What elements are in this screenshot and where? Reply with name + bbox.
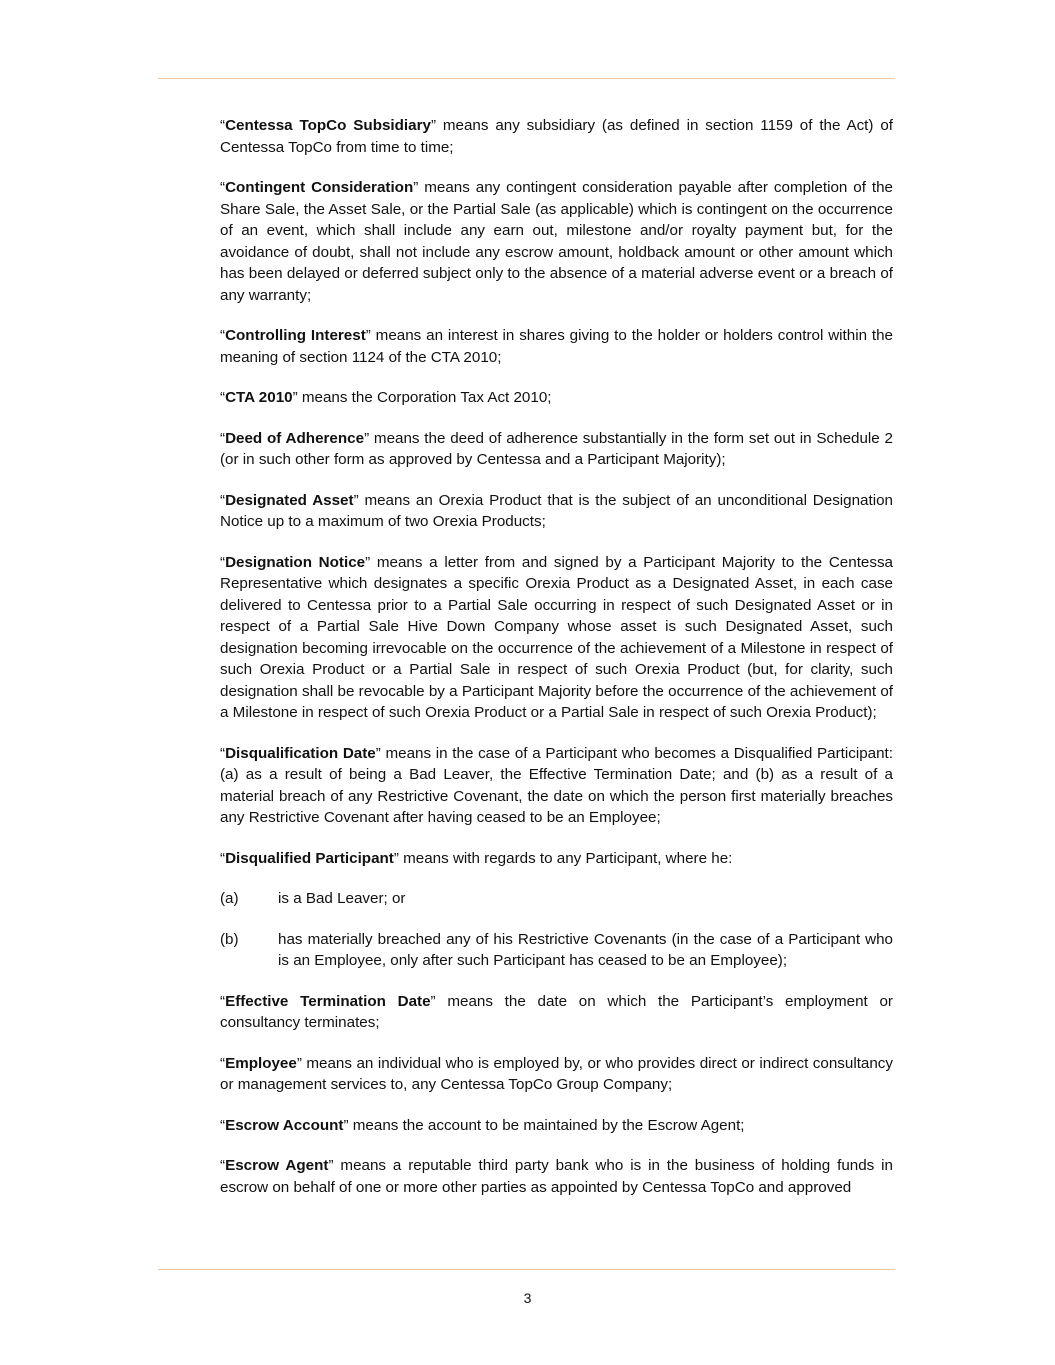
definition-text: means the account to be maintained by the Escrow Agent; — [348, 1116, 745, 1134]
definition-text: means an individual who is employed by, or who provides direct or indirect consultancy or management services to, any Centessa TopCo Group Company; — [220, 1054, 893, 1093]
defined-term: Employee — [225, 1054, 297, 1072]
defined-term: Controlling Interest — [225, 327, 366, 344]
definition-paragraph: “Effective Termination Date” means the date on which the Participant’s employment or consultancy terminates; — [220, 992, 893, 1031]
defined-term: Disqualified Participant — [225, 849, 394, 867]
defined-term: Effective Termination Date — [225, 992, 431, 1010]
defined-term: Escrow Account — [225, 1116, 344, 1134]
definition-text: means an interest in shares giving to the holder or holders control within the meaning of section 1124 of the CTA 2010; — [220, 327, 893, 366]
document-body — [220, 115, 893, 1217]
definition-paragraph: “Controlling Interest” means an interest in shares giving to the holder or holders control within the meaning of section 1124 of the CTA 2010; — [220, 327, 893, 366]
definition-paragraph: “CTA 2010” means the Corporation Tax Act 2010; — [220, 389, 552, 406]
definition-paragraph: “Disqualified Participant” means with regards to any Participant, where he: — [220, 849, 733, 867]
defined-term: Contingent Consideration — [225, 179, 414, 196]
defined-term: Centessa TopCo Subsidiary — [225, 117, 431, 134]
definition-text: means any subsidiary (as defined in section 1159 of the Act) of Centessa TopCo from time to time; — [220, 117, 893, 156]
definition-text: means the date on which the Participant’s employment or consultancy terminates; — [220, 992, 893, 1031]
defined-term: Escrow Agent — [225, 1157, 329, 1174]
defined-term: Disqualification Date — [225, 744, 376, 762]
definition-paragraph: “Deed of Adherence” means the deed of adherence substantially in the form set out in Schedule 2 (or in such other form as approved by Centessa and a Participant Majority); — [220, 429, 893, 468]
sub-item — [220, 929, 893, 972]
definition-paragraph: “Escrow Agent” means a reputable third party bank who is in the business of holding funds in escrow on behalf of one or more other parties as appointed by Centessa TopCo and approved — [220, 1157, 893, 1196]
defined-term: Designated Asset — [225, 491, 354, 509]
definition-paragraph: “Centessa TopCo Subsidiary” means any subsidiary (as defined in section 1159 of the Act) of Centessa TopCo from time to time; — [220, 117, 893, 156]
footer-rule — [158, 1269, 895, 1270]
sub-item-text: is a Bad Leaver; or — [278, 890, 406, 907]
definition-paragraph: “Designated Asset” means an Orexia Product that is the subject of an unconditional Designation Notice up to a maximum of two Orexia Products; — [220, 491, 893, 530]
sub-item-label: (b) — [220, 930, 239, 948]
page-number: 3 — [523, 1290, 532, 1306]
definition-text: means with regards to any Participant, where he: — [398, 849, 733, 867]
defined-term: CTA 2010 — [225, 389, 293, 406]
definition-text: means any contingent consideration payable after completion of the Share Sale, the Asset Sale, or the Partial Sale (as applicable) which is contingent on the occurrence of an event, which shall include any earn out, milestone and/or royalty payment but, for the avoidance of doubt, shall not include any escrow amount, holdback amount or other amount which has been delayed or deferred subject only to the absence of a material adverse event or a breach of any warranty; — [220, 179, 893, 304]
definition-paragraph: “Employee” means an individual who is employed by, or who provides direct or indirect consultancy or management services to, any Centessa TopCo Group Company; — [220, 1054, 893, 1093]
definition-text: means in the case of a Participant who becomes a Disqualified Participant: (a) as a result of being a Bad Leaver, the Effective Termination Date; and (b) as a result of a material breach of any Restrictive Covenant, the date on which the person first materially breaches any Restrictive Covenant after having ceased to be an Employee; — [220, 744, 893, 826]
definition-text: means a letter from and signed by a Participant Majority to the Centessa Representative which designates a specific Orexia Product as a Designated Asset, in each case delivered to Centessa prior to a Partial Sale occurring in respect of such Designated Asset or in respect of a Partial Sale Hive Down Company whose asset is such Designated Asset, such designation becoming irrevocable on the occurrence of the achievement of a Milestone in respect of such Orexia Product or a Partial Sale in respect of such Orexia Product (but, for clarity, such designation shall be revocable by a Participant Majority before the occurrence of the achievement of a Milestone in respect of such Orexia Product or a Partial Sale in respect of such Orexia Product); — [220, 553, 893, 721]
sub-item-text: has materially breached any of his Restrictive Covenants (in the case of a Participant who is an Employee, only after such Participant has ceased to be an Employee); — [278, 930, 893, 969]
definition-text: means the Corporation Tax Act 2010; — [297, 389, 552, 406]
definition-paragraph: “Contingent Consideration” means any contingent consideration payable after completion of the Share Sale, the Asset Sale, or the Partial Sale (as applicable) which is contingent on the occurrence of an event, which shall include any earn out, milestone and/or royalty payment but, for the avoidance of doubt, shall not include any escrow amount, holdback amount or other amount which has been delayed or deferred subject only to the absence of a material adverse event or a breach of any warranty; — [220, 179, 893, 304]
defined-term: Designation Notice — [225, 553, 366, 571]
sub-item — [220, 888, 893, 910]
sub-item-label: (a) — [220, 890, 239, 907]
defined-term: Deed of Adherence — [225, 429, 365, 447]
definition-text: means an Orexia Product that is the subject of an unconditional Designation Notice up to a maximum of two Orexia Products; — [220, 491, 893, 530]
definition-text: means a reputable third party bank who is in the business of holding funds in escrow on behalf of one or more other parties as appointed by Centessa TopCo and approved — [220, 1157, 893, 1196]
definition-text: means the deed of adherence substantially in the form set out in Schedule 2 (or in such other form as approved by Centessa and a Participant Majority); — [220, 429, 893, 468]
definition-paragraph: “Designation Notice” means a letter from and signed by a Participant Majority to the Centessa Representative which designates a specific Orexia Product as a Designated Asset, in each case delivered to Centessa prior to a Partial Sale occurring in respect of such Designated Asset or in respect of a Partial Sale Hive Down Company whose asset is such Designated Asset, such designation becoming irrevocable on the occurrence of the achievement of a Milestone in respect of such Orexia Product or a Partial Sale in respect of such Orexia Product (but, for clarity, such designation shall be revocable by a Participant Majority before the occurrence of the achievement of a Milestone in respect of such Orexia Product or a Partial Sale in respect of such Orexia Product); — [220, 553, 893, 721]
definition-paragraph: “Escrow Account” means the account to be maintained by the Escrow Agent; — [220, 1116, 745, 1134]
definition-paragraph: “Disqualification Date” means in the case of a Participant who becomes a Disqualified Participant: (a) as a result of being a Bad Leaver, the Effective Termination Date; and (b) as a result of a material breach of any Restrictive Covenant, the date on which the person first materially breaches any Restrictive Covenant after having ceased to be an Employee; — [220, 744, 893, 826]
header-rule — [158, 78, 895, 79]
